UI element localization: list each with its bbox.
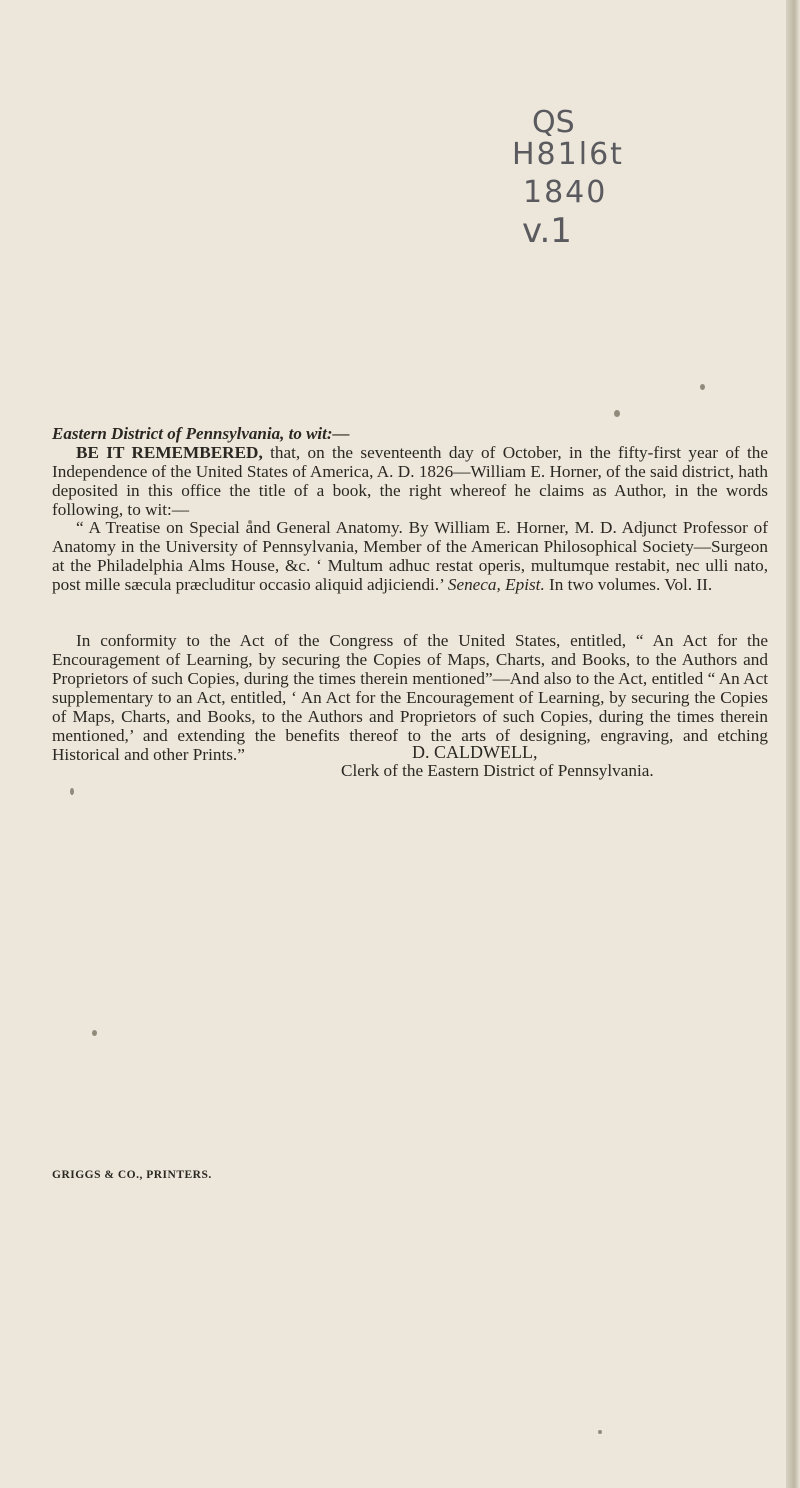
call-number-line: H81l6t <box>512 137 624 172</box>
copyright-paragraph <box>52 443 768 519</box>
call-number-line: 1840 <box>523 175 608 210</box>
district-heading: Eastern District of Pennsylvania, to wit:— <box>52 424 350 443</box>
clerk-title: Clerk of the Eastern District of Pennsylvania. <box>341 761 654 780</box>
printer-imprint: GRIGGS & CO., PRINTERS. <box>52 1169 212 1181</box>
call-number-line: QS <box>532 105 575 140</box>
ink-speck <box>598 1430 602 1434</box>
act-paragraph: In conformity to the Act of the Congress of the United States, entitled, “ An Act for the Encouragement of Learning, by securing the Copies of Maps, Charts, and Books, to the Authors and Proprietors of such Copies, during the times therein mentioned”—And also to the Act, entitled “ An Act supplementary to an Act, entitled, ‘ An Act for the Encouragement of Learning, by securing the Copies of Maps, Charts, and Books, to the Authors and Proprietors of such Copies, during the times therein mentioned,’ and extending the benefits thereof to the arts of designing, engraving, and etching Historical and other Prints.” <box>52 631 768 764</box>
ink-speck <box>700 384 705 390</box>
paragraph-text: that, on the seventeenth day of October, in the fifty-first year of the Independence of the United States of America, A. D. 1826—William E. Horner, of the said district, hath deposited in this office the title of a book, the right whereof he claims as Author, in the words following, to wit:— <box>52 443 768 519</box>
citation: Seneca, Epist. <box>447 575 545 594</box>
paragraph-text: “ A Treatise on Special and General Anatomy. By William E. Horner, M. D. Adjunct Professor of Anatomy in the University of Pennsylvania, Member of the American Philosophical Society—Surgeon at the Philadelphia Alms House, &c. ‘ Multum adhuc restat operis, multumque restabit, nec ulli nato, post mille sæcula præcluditur occasio aliquid adjiciendi.’ <box>52 518 768 594</box>
ink-speck <box>92 1030 97 1036</box>
ink-speck <box>614 410 620 417</box>
paragraph-lead: BE IT REMEMBERED, <box>76 443 263 462</box>
clerk-name: D. CALDWELL, <box>412 742 538 762</box>
ink-speck <box>70 788 74 795</box>
paragraph-tail: In two volumes. Vol. II. <box>544 575 713 594</box>
page-edge <box>786 0 800 1488</box>
book-title-paragraph <box>52 518 768 594</box>
volume-number: v.1 <box>522 211 572 251</box>
